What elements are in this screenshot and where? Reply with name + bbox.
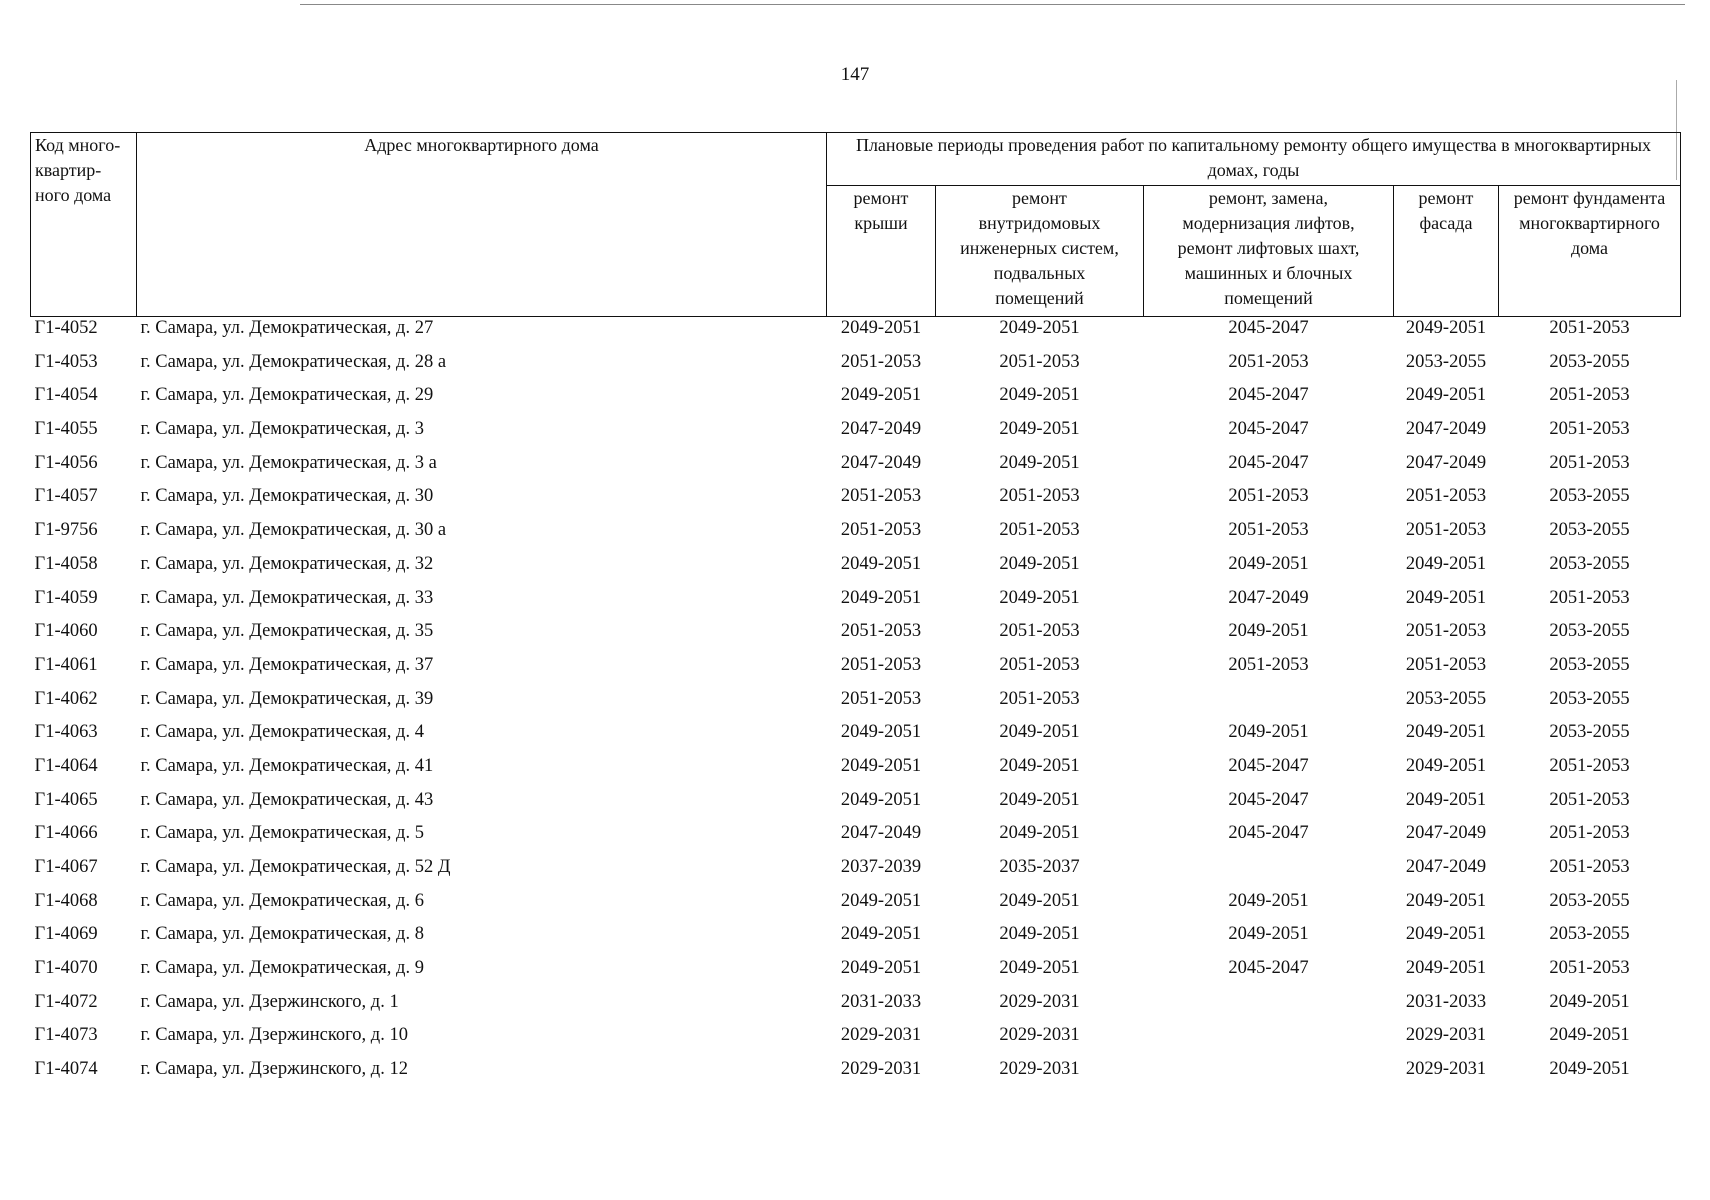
cell-address: г. Самара, ул. Демократическая, д. 4 <box>140 722 424 743</box>
cell-lifts: 2045-2047 <box>1228 823 1309 844</box>
cell-address: г. Самара, ул. Демократическая, д. 3 а <box>140 452 437 473</box>
cell-code: Г1-4065 <box>34 789 98 810</box>
cell-engineering: 2029-2031 <box>999 991 1080 1012</box>
cell-code: Г1-4068 <box>34 890 98 911</box>
table-row <box>31 485 1681 519</box>
table-row <box>31 317 1681 351</box>
cell-address: г. Самара, ул. Демократическая, д. 28 а <box>140 351 447 372</box>
cell-roof: 2049-2051 <box>840 924 922 945</box>
cell-facade: 2049-2051 <box>1405 755 1487 776</box>
cell-foundation: 2051-2053 <box>1549 755 1630 776</box>
repair-schedule-table <box>30 132 1681 1092</box>
cell-engineering: 2049-2051 <box>999 385 1080 406</box>
cell-engineering: 2051-2053 <box>999 520 1080 541</box>
cell-engineering: 2051-2053 <box>999 621 1080 642</box>
cell-roof: 2051-2053 <box>840 486 922 507</box>
cell-facade: 2049-2051 <box>1405 890 1487 911</box>
cell-code: Г1-4062 <box>34 688 98 709</box>
cell-address: г. Самара, ул. Дзержинского, д. 10 <box>140 1025 408 1046</box>
cell-foundation: 2051-2053 <box>1549 789 1630 810</box>
cell-foundation: 2051-2053 <box>1549 958 1630 979</box>
cell-code: Г1-4054 <box>34 385 98 406</box>
cell-lifts: 2045-2047 <box>1228 789 1309 810</box>
table-row <box>31 923 1681 957</box>
cell-lifts: 2049-2051 <box>1228 890 1309 911</box>
header-code: Код много- квартир- ного дома <box>31 133 137 317</box>
cell-roof: 2049-2051 <box>840 318 922 338</box>
cell-code: Г1-4069 <box>34 924 98 945</box>
cell-roof: 2047-2049 <box>840 419 922 440</box>
cell-lifts: 2049-2051 <box>1228 924 1309 945</box>
cell-code: Г1-4066 <box>34 823 98 844</box>
cell-engineering: 2049-2051 <box>999 419 1080 440</box>
table-row <box>31 587 1681 621</box>
cell-code: Г1-4053 <box>34 351 98 372</box>
cell-facade: 2047-2049 <box>1405 419 1487 440</box>
cell-lifts: 2045-2047 <box>1228 318 1309 338</box>
cell-foundation: 2053-2055 <box>1549 890 1630 911</box>
cell-address: г. Самара, ул. Демократическая, д. 39 <box>140 688 434 709</box>
table-row <box>31 755 1681 789</box>
cell-foundation: 2053-2055 <box>1549 520 1630 541</box>
cell-foundation: 2053-2055 <box>1549 654 1630 675</box>
cell-roof: 2049-2051 <box>840 789 922 810</box>
cell-foundation: 2051-2053 <box>1549 385 1630 406</box>
cell-address: г. Самара, ул. Демократическая, д. 35 <box>140 621 434 642</box>
table-row <box>31 957 1681 991</box>
cell-address: г. Самара, ул. Демократическая, д. 6 <box>140 890 424 911</box>
cell-foundation: 2053-2055 <box>1549 351 1630 372</box>
cell-roof: 2049-2051 <box>840 958 922 979</box>
cell-facade: 2031-2033 <box>1405 991 1487 1012</box>
cell-code: Г1-4070 <box>34 958 98 979</box>
cell-address: г. Самара, ул. Дзержинского, д. 12 <box>140 1059 408 1080</box>
table-row <box>31 721 1681 755</box>
cell-foundation: 2053-2055 <box>1549 553 1630 574</box>
cell-foundation: 2051-2053 <box>1549 419 1630 440</box>
cell-engineering: 2029-2031 <box>999 1059 1080 1080</box>
cell-address: г. Самара, ул. Демократическая, д. 5 <box>140 823 424 844</box>
cell-facade: 2029-2031 <box>1405 1059 1487 1080</box>
cell-lifts: 2051-2053 <box>1228 351 1309 372</box>
table-row <box>31 688 1681 722</box>
cell-foundation: 2053-2055 <box>1549 621 1630 642</box>
cell-code: Г1-4060 <box>34 621 98 642</box>
cell-code: Г1-4052 <box>34 318 98 338</box>
cell-address: г. Самара, ул. Демократическая, д. 8 <box>140 924 424 945</box>
cell-code: Г1-9756 <box>34 520 98 541</box>
table-row <box>31 789 1681 823</box>
cell-address: г. Самара, ул. Демократическая, д. 30 <box>140 486 434 507</box>
cell-roof: 2031-2033 <box>840 991 922 1012</box>
cell-engineering: 2049-2051 <box>999 755 1080 776</box>
cell-facade: 2047-2049 <box>1405 452 1487 473</box>
table-row <box>31 1058 1681 1092</box>
table-row <box>31 654 1681 688</box>
header-foundation: ремонт фундамента многоквартирного дома <box>1499 186 1681 317</box>
cell-foundation: 2053-2055 <box>1549 688 1630 709</box>
cell-facade: 2049-2051 <box>1405 318 1487 338</box>
cell-engineering: 2051-2053 <box>999 688 1080 709</box>
cell-facade: 2047-2049 <box>1405 823 1487 844</box>
table-row <box>31 1024 1681 1058</box>
cell-engineering: 2051-2053 <box>999 351 1080 372</box>
cell-roof: 2047-2049 <box>840 452 922 473</box>
cell-lifts <box>1144 856 1394 890</box>
cell-engineering: 2051-2053 <box>999 486 1080 507</box>
cell-engineering: 2049-2051 <box>999 722 1080 743</box>
cell-lifts: 2045-2047 <box>1228 755 1309 776</box>
cell-code: Г1-4059 <box>34 587 98 608</box>
cell-code: Г1-4055 <box>34 419 98 440</box>
table-row <box>31 822 1681 856</box>
table-row <box>31 452 1681 486</box>
cell-foundation: 2053-2055 <box>1549 924 1630 945</box>
cell-code: Г1-4058 <box>34 553 98 574</box>
table-header <box>31 133 1681 317</box>
cell-facade: 2029-2031 <box>1405 1025 1487 1046</box>
cell-address: г. Самара, ул. Демократическая, д. 9 <box>140 958 424 979</box>
cell-engineering: 2049-2051 <box>999 452 1080 473</box>
cell-lifts: 2049-2051 <box>1228 621 1309 642</box>
cell-facade: 2053-2055 <box>1405 351 1487 372</box>
cell-roof: 2029-2031 <box>840 1025 922 1046</box>
cell-engineering: 2049-2051 <box>999 587 1080 608</box>
cell-roof: 2037-2039 <box>840 857 922 877</box>
cell-address: г. Самара, ул. Демократическая, д. 37 <box>140 654 434 675</box>
cell-address: г. Самара, ул. Демократическая, д. 30 а <box>140 520 447 541</box>
cell-facade: 2047-2049 <box>1405 857 1487 877</box>
cell-engineering: 2035-2037 <box>999 857 1080 877</box>
table-row <box>31 620 1681 654</box>
cell-engineering: 2049-2051 <box>999 789 1080 810</box>
cell-address: г. Самара, ул. Демократическая, д. 33 <box>140 587 434 608</box>
cell-foundation: 2053-2055 <box>1549 722 1630 743</box>
table-row <box>31 351 1681 385</box>
cell-roof: 2049-2051 <box>840 385 922 406</box>
cell-code: Г1-4067 <box>34 857 98 877</box>
header-engineering: ремонт внутридомовых инженерных систем, подвальных помещений <box>936 186 1144 317</box>
cell-lifts: 2045-2047 <box>1228 385 1309 406</box>
cell-roof: 2049-2051 <box>840 890 922 911</box>
cell-facade: 2049-2051 <box>1405 789 1487 810</box>
cell-facade: 2049-2051 <box>1405 722 1487 743</box>
cell-address: г. Самара, ул. Демократическая, д. 52 Д <box>140 857 451 877</box>
cell-facade: 2049-2051 <box>1405 924 1487 945</box>
cell-address: г. Самара, ул. Демократическая, д. 27 <box>140 318 434 338</box>
table-row <box>31 519 1681 553</box>
cell-roof: 2029-2031 <box>840 1059 922 1080</box>
cell-address: г. Самара, ул. Дзержинского, д. 1 <box>140 991 399 1012</box>
cell-engineering: 2049-2051 <box>999 553 1080 574</box>
cell-facade: 2049-2051 <box>1405 958 1487 979</box>
cell-foundation: 2051-2053 <box>1549 857 1630 877</box>
header-lifts: ремонт, замена, модернизация лифтов, ремонт лифтовых шахт, машинных и блочных помещений <box>1144 186 1394 317</box>
top-border-rule <box>300 4 1685 5</box>
table-body <box>31 317 1681 1092</box>
cell-lifts: 2045-2047 <box>1228 452 1309 473</box>
cell-address: г. Самара, ул. Демократическая, д. 3 <box>140 419 424 440</box>
table-row <box>31 418 1681 452</box>
cell-foundation: 2049-2051 <box>1549 991 1630 1012</box>
cell-foundation: 2051-2053 <box>1549 823 1630 844</box>
cell-facade: 2049-2051 <box>1405 587 1487 608</box>
cell-code: Г1-4056 <box>34 452 98 473</box>
cell-lifts: 2045-2047 <box>1228 958 1309 979</box>
cell-lifts: 2049-2051 <box>1228 722 1309 743</box>
cell-lifts <box>1144 1024 1394 1058</box>
cell-code: Г1-4064 <box>34 755 98 776</box>
cell-facade: 2051-2053 <box>1405 520 1487 541</box>
header-roof: ремонт крыши <box>827 186 936 317</box>
table-row <box>31 384 1681 418</box>
cell-lifts: 2051-2053 <box>1228 520 1309 541</box>
cell-lifts: 2047-2049 <box>1228 587 1309 608</box>
cell-lifts: 2049-2051 <box>1228 553 1309 574</box>
cell-code: Г1-4073 <box>34 1025 98 1046</box>
cell-roof: 2049-2051 <box>840 722 922 743</box>
cell-engineering: 2049-2051 <box>999 318 1080 338</box>
cell-code: Г1-4072 <box>34 991 98 1012</box>
cell-roof: 2051-2053 <box>840 351 922 372</box>
cell-roof: 2047-2049 <box>840 823 922 844</box>
cell-foundation: 2051-2053 <box>1549 318 1630 338</box>
cell-roof: 2049-2051 <box>840 587 922 608</box>
header-periods: Плановые периоды проведения работ по капитальному ремонту общего имущества в многоквартирных домах, годы <box>827 133 1681 186</box>
cell-roof: 2049-2051 <box>840 755 922 776</box>
cell-facade: 2051-2053 <box>1405 486 1487 507</box>
page-number: 147 <box>840 64 870 85</box>
cell-lifts: 2051-2053 <box>1228 486 1309 507</box>
table-row <box>31 856 1681 890</box>
cell-engineering: 2049-2051 <box>999 924 1080 945</box>
cell-lifts: 2051-2053 <box>1228 654 1309 675</box>
table-row <box>31 991 1681 1025</box>
cell-facade: 2049-2051 <box>1405 553 1487 574</box>
cell-engineering: 2049-2051 <box>999 823 1080 844</box>
cell-roof: 2051-2053 <box>840 654 922 675</box>
cell-code: Г1-4061 <box>34 654 98 675</box>
header-facade: ремонт фасада <box>1394 186 1499 317</box>
cell-foundation: 2049-2051 <box>1549 1059 1630 1080</box>
cell-facade: 2053-2055 <box>1405 688 1487 709</box>
cell-foundation: 2049-2051 <box>1549 1025 1630 1046</box>
cell-code: Г1-4063 <box>34 722 98 743</box>
cell-address: г. Самара, ул. Демократическая, д. 29 <box>140 385 434 406</box>
cell-lifts: 2045-2047 <box>1228 419 1309 440</box>
cell-engineering: 2049-2051 <box>999 958 1080 979</box>
cell-foundation: 2053-2055 <box>1549 486 1630 507</box>
cell-roof: 2051-2053 <box>840 688 922 709</box>
cell-facade: 2049-2051 <box>1405 385 1487 406</box>
cell-foundation: 2051-2053 <box>1549 452 1630 473</box>
cell-engineering: 2049-2051 <box>999 890 1080 911</box>
table-row <box>31 553 1681 587</box>
cell-address: г. Самара, ул. Демократическая, д. 43 <box>140 789 434 810</box>
cell-facade: 2051-2053 <box>1405 621 1487 642</box>
cell-code: Г1-4057 <box>34 486 98 507</box>
cell-code: Г1-4074 <box>34 1059 98 1080</box>
cell-address: г. Самара, ул. Демократическая, д. 41 <box>140 755 434 776</box>
cell-roof: 2051-2053 <box>840 621 922 642</box>
cell-lifts <box>1144 991 1394 1025</box>
cell-facade: 2051-2053 <box>1405 654 1487 675</box>
table-row <box>31 890 1681 924</box>
cell-foundation: 2051-2053 <box>1549 587 1630 608</box>
cell-address: г. Самара, ул. Демократическая, д. 32 <box>140 553 434 574</box>
cell-engineering: 2051-2053 <box>999 654 1080 675</box>
cell-roof: 2049-2051 <box>840 553 922 574</box>
cell-roof: 2051-2053 <box>840 520 922 541</box>
cell-engineering: 2029-2031 <box>999 1025 1080 1046</box>
header-address: Адрес многоквартирного дома <box>137 133 827 317</box>
cell-lifts <box>1144 1058 1394 1092</box>
cell-lifts <box>1144 688 1394 722</box>
